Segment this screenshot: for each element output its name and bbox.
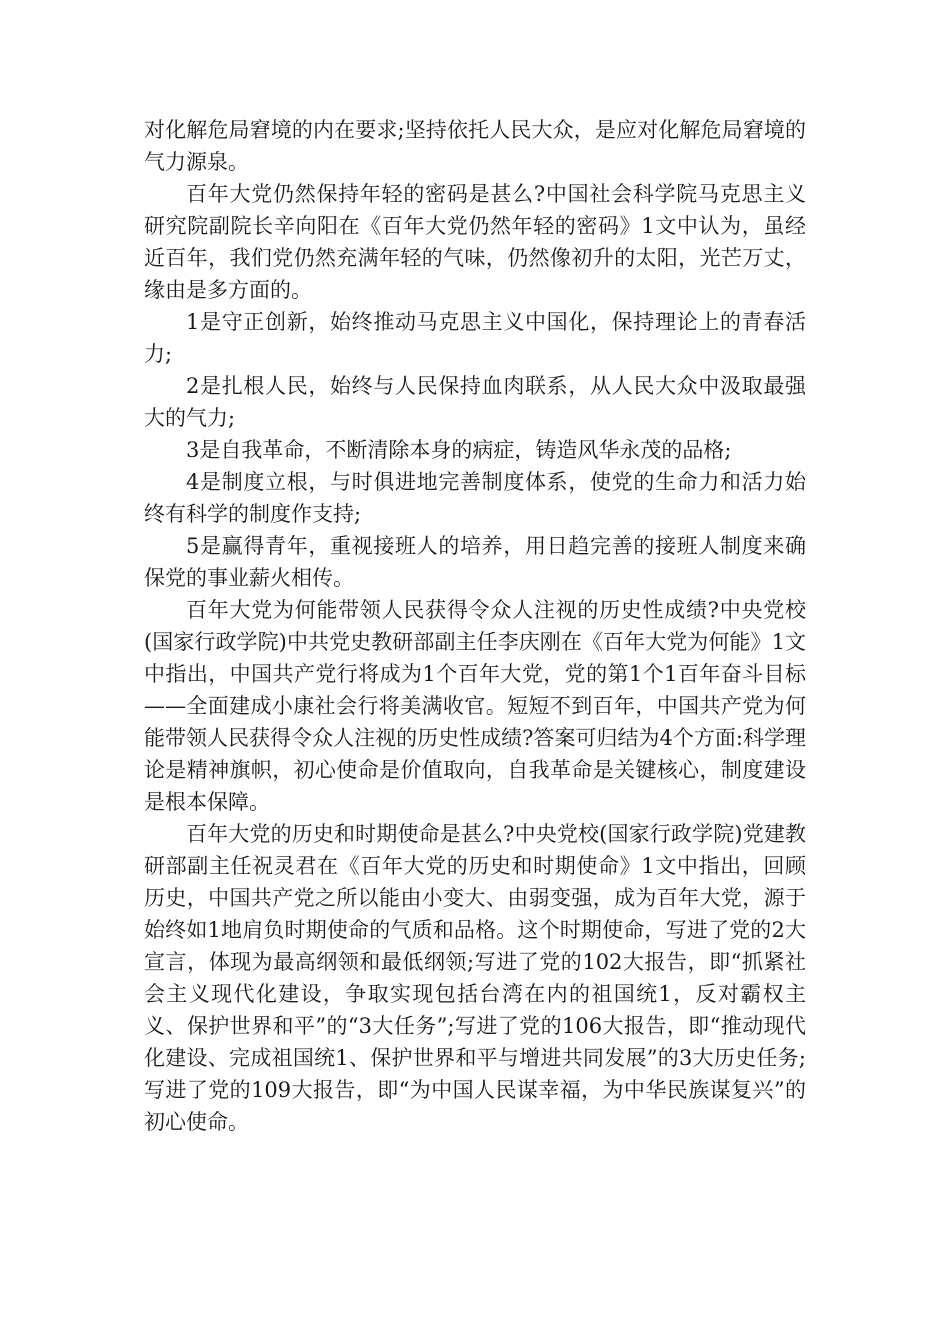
paragraph-continuation: 对化解危局窘境的内在要求;坚持依托人民大众，是应对化解危局窘境的气力源泉。 — [144, 118, 806, 174]
paragraph-youth-code: 百年大党仍然保持年轻的密码是甚么?中国社会科学院马克思主义研究院副院长辛向阳在《百年大党仍然年轻的密码》1文中认为，虽经近百年，我们党仍然充满年轻的气味，仍然像初升的太阳，光芒万丈，缘由是多方面的。 — [144, 182, 806, 302]
paragraph-historical-mission: 百年大党的历史和时期使命是甚么?中央党校(国家行政学院)党建教研部副主任祝灵君在《百年大党的历史和时期使命》1文中指出，回顾历史，中国共产党之所以能由小变大、由弱变强，成为百年大党，源于始终如1地肩负时期使命的气质和品格。这个时期使命，写进了党的2大宣言，体现为最高纲领和最低纲领;写进了党的102大报告，即“抓紧社会主义现代化建设，争取实现包括台湾在内的祖国统1，反对霸权主义、保护世界和平”的“3大任务”;写进了党的106大报告，即“推动现代化建设、完成祖国统1、保护世界和平与增进共同发展”的3大历史任务;写进了党的109大报告，即“为中国人民谋幸福，为中华民族谋复兴”的初心使命。 — [144, 822, 806, 1134]
paragraph-achievements: 百年大党为何能带领人民获得令众人注视的历史性成绩?中央党校(国家行政学院)中共党史教研部副主任李庆刚在《百年大党为何能》1文中指出，中国共产党行将成为1个百年大党，党的第1个1百年奋斗目标——全面建成小康社会行将美满收官。短短不到百年，中国共产党为何能带领人民获得令众人注视的历史性成绩?答案可归结为4个方面:科学理论是精神旗帜，初心使命是价值取向，自我革命是关键核心，制度建设是根本保障。 — [144, 598, 806, 814]
paragraph-point-5: 5是赢得青年，重视接班人的培养，用日趋完善的接班人制度来确保党的事业薪火相传。 — [144, 534, 806, 590]
paragraph-point-2: 2是扎根人民，始终与人民保持血肉联系，从人民大众中汲取最强大的气力; — [144, 374, 806, 430]
paragraph-point-3: 3是自我革命，不断清除本身的病症，铸造风华永茂的品格; — [186, 438, 732, 462]
paragraph-point-4: 4是制度立根，与时俱进地完善制度体系，使党的生命力和活力始终有科学的制度作支持; — [144, 470, 806, 526]
paragraph-point-1: 1是守正创新，始终推动马克思主义中国化，保持理论上的青春活力; — [144, 310, 806, 366]
document-page — [144, 114, 806, 1138]
